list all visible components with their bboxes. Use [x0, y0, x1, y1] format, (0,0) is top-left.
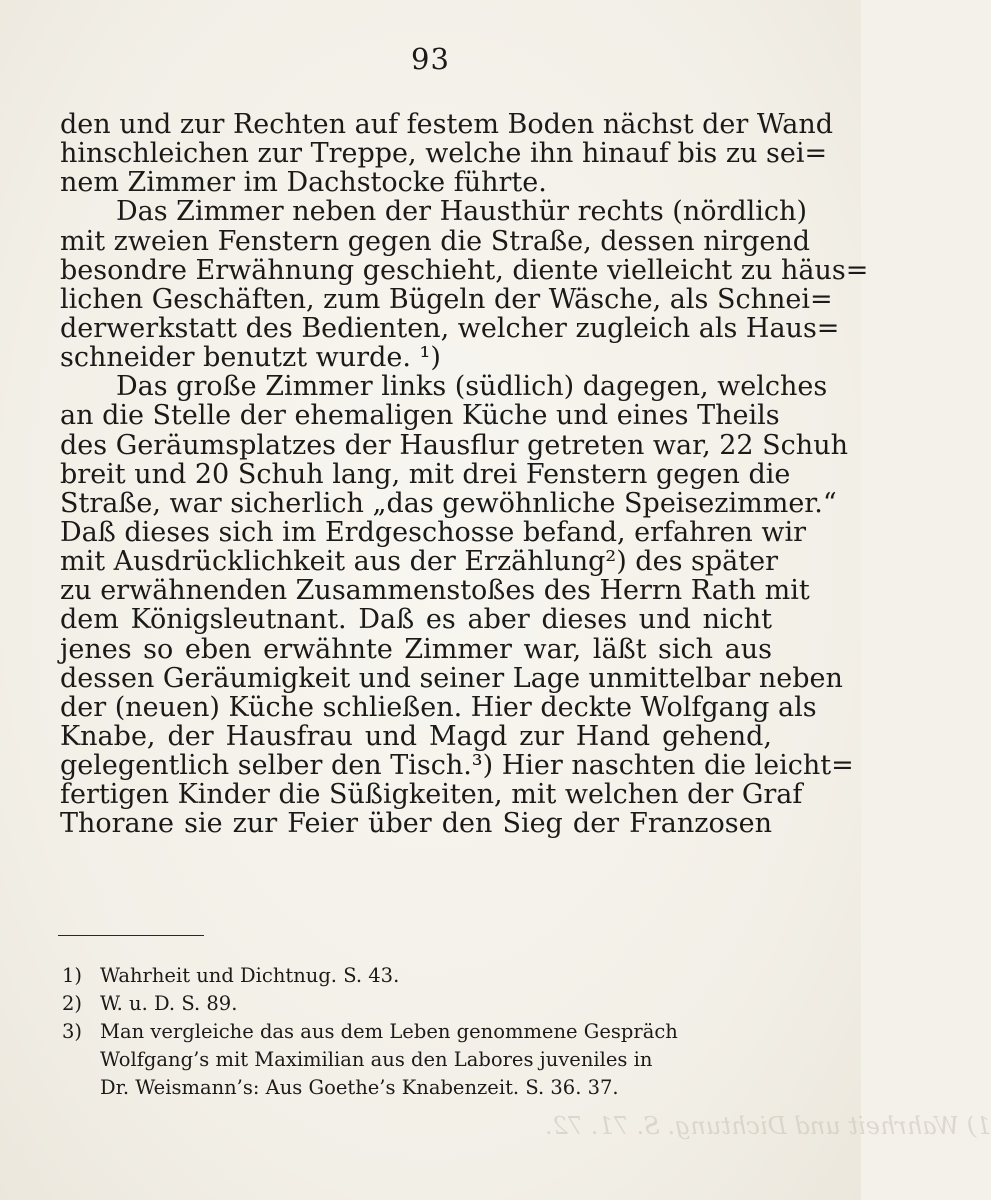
text-line: besondre Erwähnung geschieht, diente vielleicht zu häus=: [60, 254, 869, 286]
text-line: fertigen Kinder die Süßigkeiten, mit welchen der Graf: [60, 779, 803, 811]
footnote-1: [62, 962, 772, 990]
footnote-number: 1): [62, 964, 83, 987]
footnote-3: [62, 1018, 772, 1046]
text-line: den und zur Rechten auf festem Boden nächst der Wand: [60, 109, 834, 140]
text-line: des Geräumsplatzes der Hausflur getreten war, 22 Schuh: [60, 429, 848, 461]
text-line: nem Zimmer im Dachstocke führte.: [60, 167, 547, 199]
bleed-through-text: 1) Wahrheit und Dichtung. S. 71. 72.: [545, 1112, 991, 1140]
footnote-text: Man vergleiche das aus dem Leben genommene Gespräch: [100, 1020, 678, 1043]
text-line: der (neuen) Küche schließen. Hier deckte Wolfgang als: [60, 691, 817, 723]
text-line: Thorane sie zur Feier über den Sieg der Franzosen: [60, 808, 772, 840]
page-number: 93: [411, 42, 450, 76]
text-line: mit zweien Fenstern gegen die Straße, dessen nirgend: [60, 225, 811, 257]
text-line: hinschleichen zur Treppe, welche ihn hinauf bis zu sei=: [60, 138, 828, 170]
footnote-2: [62, 990, 772, 1018]
footnote-3-continued: Wolfgang’s mit Maximilian aus den Labores juveniles in: [100, 1048, 653, 1071]
text-line: lichen Geschäften, zum Bügeln der Wäsche, als Schnei=: [60, 283, 833, 315]
text-line: dem Königsleutnant. Daß es aber dieses und nicht: [60, 604, 772, 636]
text-line: breit und 20 Schuh lang, mit drei Fenstern gegen die: [60, 458, 791, 490]
text-line: jenes so eben erwähnte Zimmer war, läßt sich aus: [60, 633, 772, 665]
text-line: zu erwähnenden Zusammenstoßes des Herrn Rath mit: [60, 575, 810, 607]
text-line: Das große Zimmer links (südlich) dagegen, welches: [116, 371, 828, 403]
text-line: Das Zimmer neben der Hausthür rechts (nördlich): [116, 196, 807, 228]
text-line: schneider benutzt wurde. ¹): [60, 342, 441, 374]
text-line: Straße, war sicherlich „das gewöhnliche Speisezimmer.“: [60, 487, 837, 519]
footnote-number: 3): [62, 1020, 83, 1043]
footnote-text: Wahrheit und Dichtnug. S. 43.: [100, 964, 400, 987]
text-line: derwerkstatt des Bedienten, welcher zugleich als Haus=: [60, 312, 840, 344]
body-text: [60, 109, 869, 840]
text-line: Daß dieses sich im Erdgeschosse befand, erfahren wir: [60, 516, 807, 548]
footnote-text: W. u. D. S. 89.: [100, 992, 238, 1015]
footnote-divider: [58, 935, 204, 936]
text-line: an die Stelle der ehemaligen Küche und eines Theils: [60, 400, 780, 432]
text-line: dessen Geräumigkeit und seiner Lage unmittelbar neben: [60, 662, 843, 694]
text-line: Knabe, der Hausfrau und Magd zur Hand gehend,: [60, 720, 772, 752]
footnote-number: 2): [62, 992, 83, 1015]
footnotes: [62, 962, 772, 1102]
footnote-3-continued: Dr. Weismann’s: Aus Goethe’s Knabenzeit. S. 36. 37.: [100, 1076, 619, 1099]
text-line: mit Ausdrücklichkeit aus der Erzählung²) des später: [60, 546, 778, 578]
text-line: gelegentlich selber den Tisch.³) Hier naschten die leicht=: [60, 750, 854, 782]
